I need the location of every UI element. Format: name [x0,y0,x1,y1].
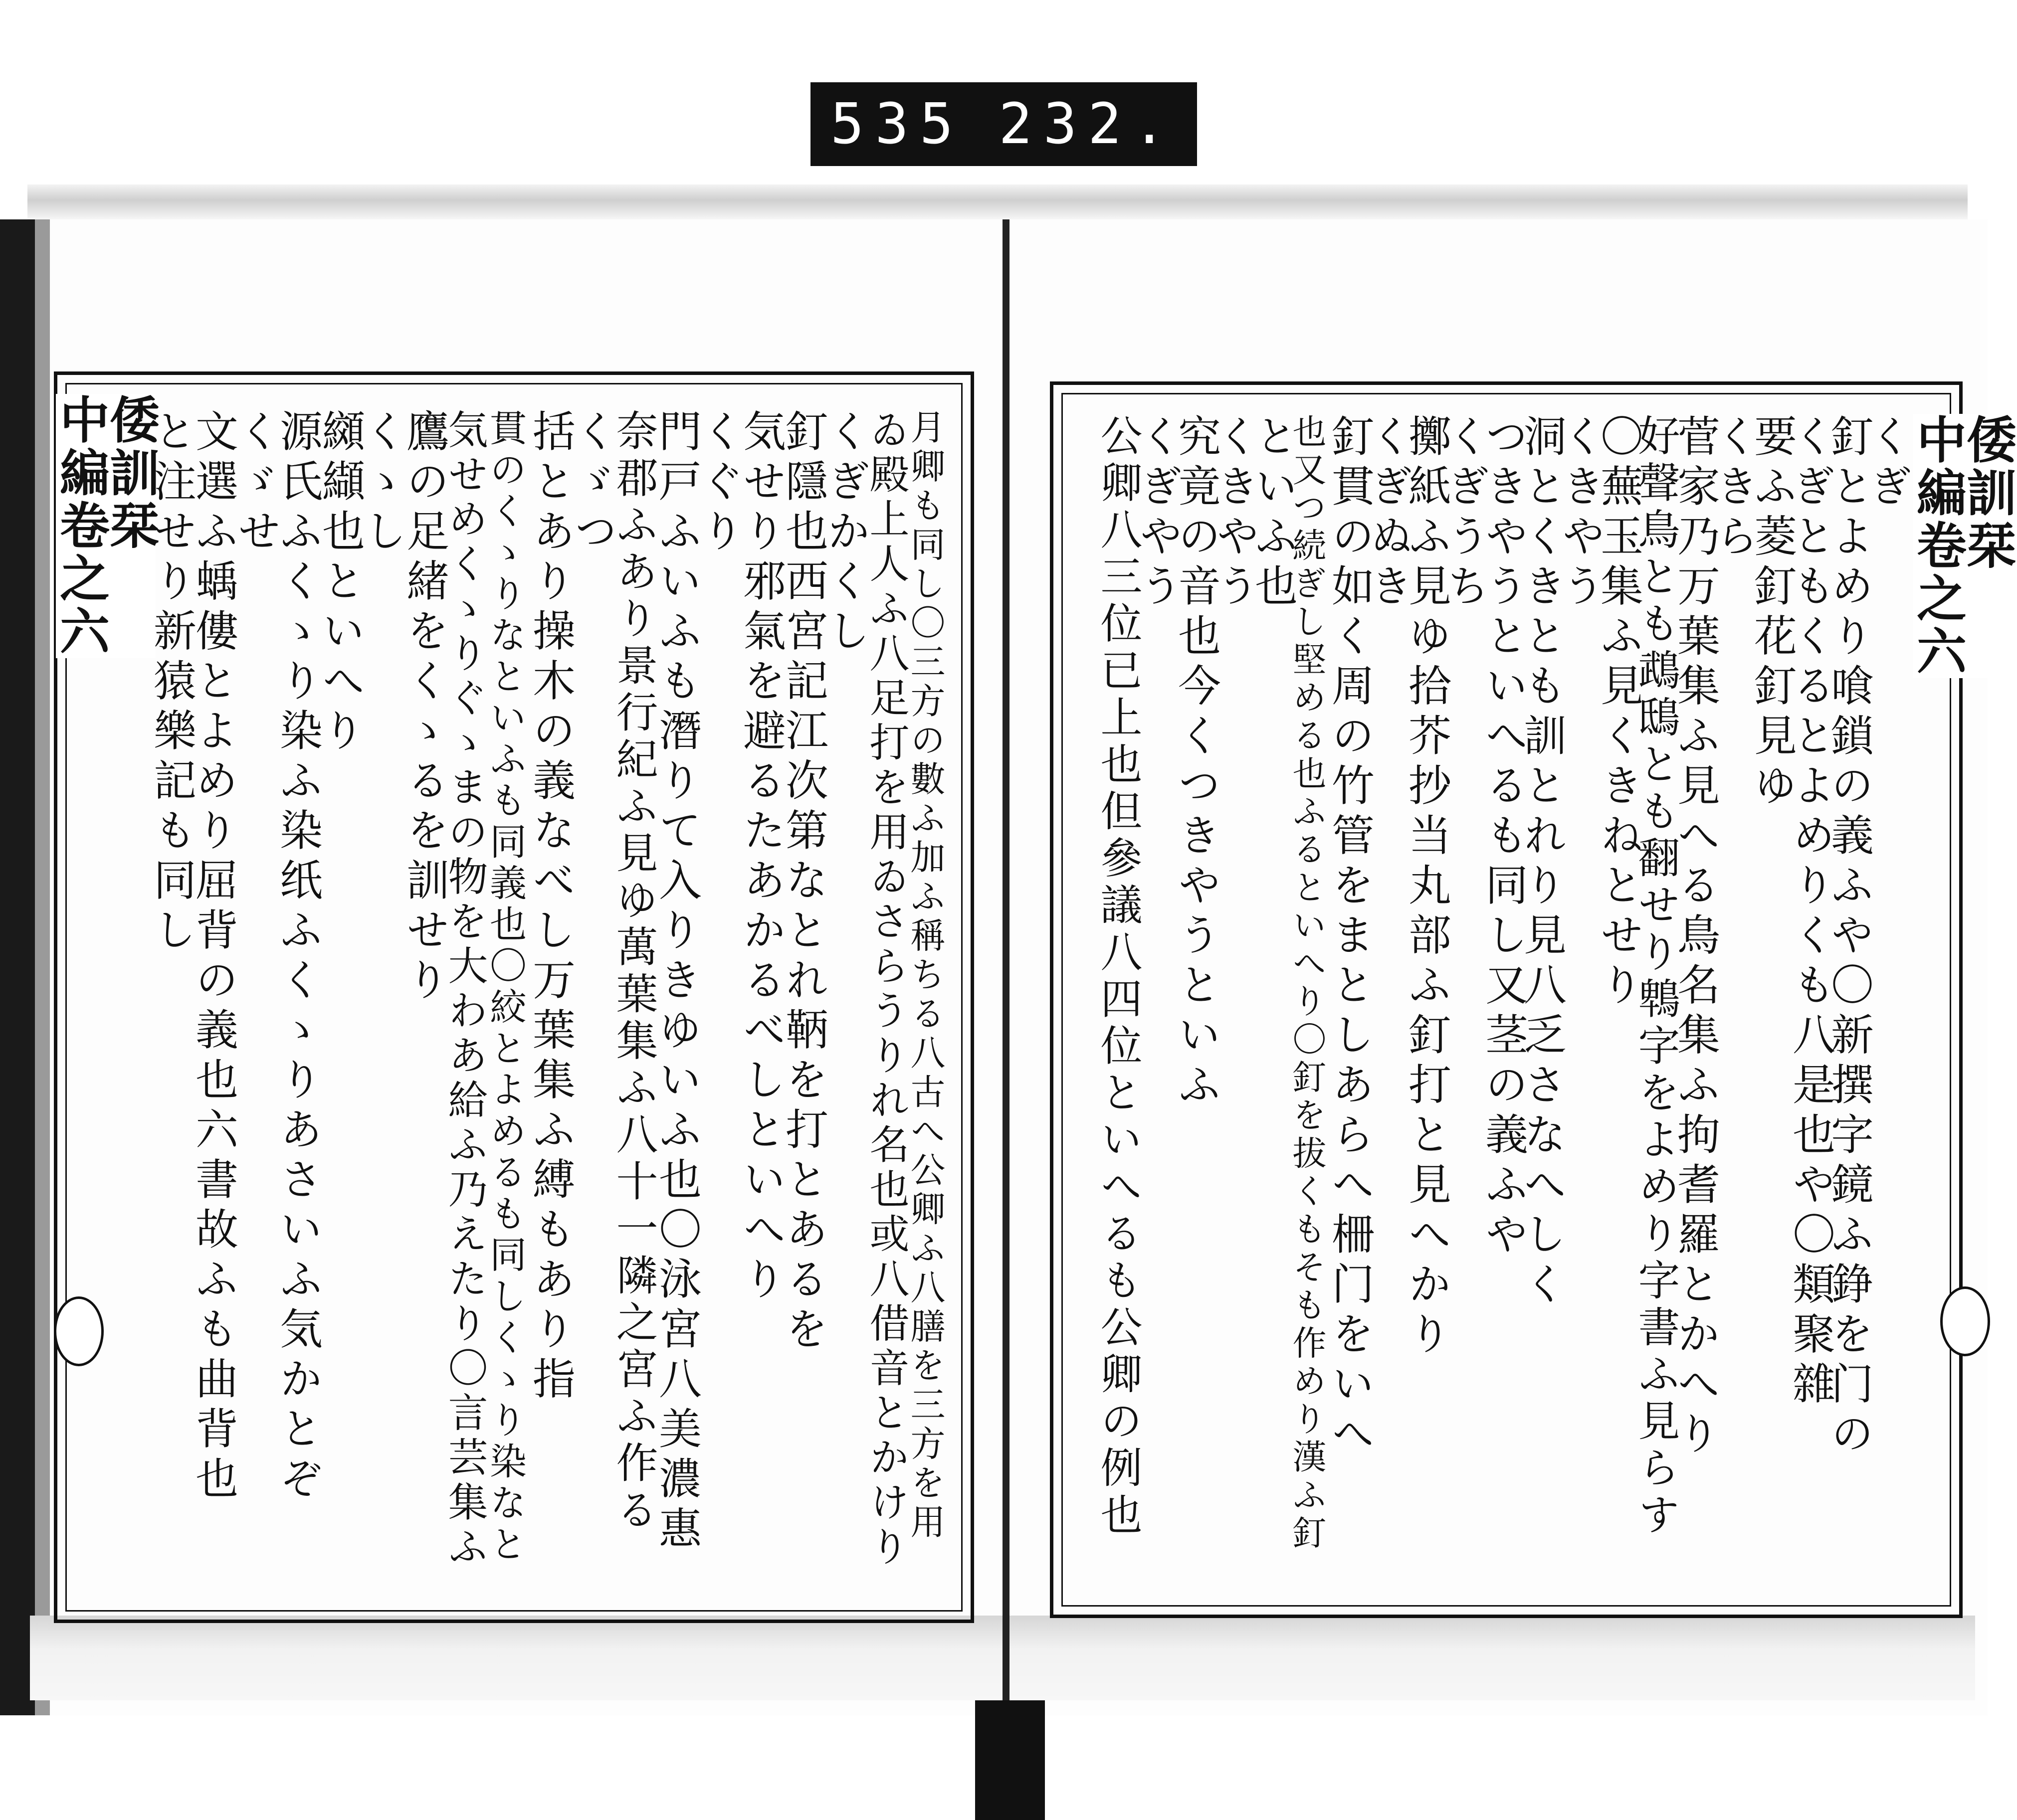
text-column: くぎかくし [820,409,870,658]
text-column: 公卿八三位已上也但參議八四位といへるも公卿の例也 [1094,414,1143,1540]
text-column: 括とあり操木の義なべし万葉集ふ縛もあり指 [525,409,575,1406]
right-page-circle-mark [1940,1286,1990,1356]
text-column: 〇蕪玉集ふ見くきねとせり [1593,414,1643,1012]
text-column: くゞつ [567,409,617,558]
text-column: くきら [1708,414,1758,563]
text-column: くぐり [694,409,744,558]
text-column: くきやう [1555,414,1605,613]
text-column: つきやうといへるも同し又茎の義ふや [1478,414,1528,1262]
text-column: 源氏ふくゝり染ふ染纸ふくゝりあさいふ気かとぞ [272,409,322,1506]
frame-number-right: 232. [999,92,1177,157]
text-column: 釘隱也西宮記江次第なとれ鞆を打とあるを [778,409,828,1356]
gutter [1003,219,1009,1715]
text-column: くきやう [1209,414,1259,613]
text-column: 貫のくゝりなといふも同義也〇絞とよめるも同しくゝり染なと [484,409,527,1566]
frame-number-plate [810,82,1197,166]
book-top-edge [27,184,1968,219]
text-column: 洞とくきとも訓とれり見八乏さなへしく [1516,414,1566,1311]
text-column: くゝし [357,409,406,558]
text-column: 門戸ふいふも潛りて入りきゆいふ也〇泳宮八美濃惠 [651,409,701,1556]
text-column: 擲紙ふ見ゆ拾芥抄当丸部ふ釘打と見へかり [1401,414,1451,1361]
left-running-head-title: 倭訓栞 [101,394,160,552]
text-column: 也又つ続ぎし堅める也ふるといへり〇釘を拔くもそも作めり漢ふ釘 [1287,414,1326,1553]
right-running-head [1908,414,2017,678]
left-running-head-volume: 中編卷之六 [51,394,110,658]
book-spine-left [0,219,35,1715]
right-running-head-title: 倭訓栞 [1958,414,2017,572]
text-column: 気せり邪氣を避るたあかるべしといへり [736,409,786,1306]
frame-number-left: 535 [830,92,965,157]
text-column: 好聲鳥とも鵡鴟とも翻せり鵯字をよめり字書ふ見らす [1631,414,1680,1540]
text-column: くぎ [1862,414,1912,514]
text-column: 奈郡ふあり景行紀ふ見ゆ萬葉集ふ八十一隣之宮ふ作る [609,409,658,1535]
text-column: くぎぬき [1363,414,1412,613]
book-page-edge [35,219,50,1715]
text-column: くぎともくるとよめりくも八是也や〇類聚雜 [1785,414,1835,1411]
left-running-head [51,394,160,658]
text-column: 菅家乃万葉集ふ見へる鳥名集ふ拘耆羅とかへり [1670,414,1720,1461]
text-column: 月卿も同し〇三方の數ふ加ふ稱ちる八古へ公卿ふ八膳を三方を用 [905,409,946,1543]
text-column: くゞせ [230,409,280,558]
text-column: 鷹の足緒をくゝるを訓せり [399,409,449,1007]
text-column: と注せり新猿樂記も同し [146,409,196,957]
text-column: 文選ふ蝺僂とよめり屈背の義也六書故ふも曲背也 [188,409,238,1506]
text-column: 釘貫の如く周の竹管をまとしあらへ柵门をいへ [1324,414,1374,1461]
text-column: くぎやう [1132,414,1182,613]
text-column: 気せめくゝりぐゝまの物を大わあ給ふ乃えたり〇言芸集ふ [441,409,488,1571]
text-column: 究竟の音也今くつきやうといふ [1171,414,1220,1112]
left-page-circle-mark [54,1296,104,1366]
right-running-head-volume: 中編卷之六 [1908,414,1967,678]
text-column: 要ふ菱釘花釘見ゆ [1747,414,1797,813]
text-column: 纐纈也といへり [315,409,365,758]
text-column: くぎうち [1439,414,1489,613]
text-column: 釘とよめり喰鎖の義ふや〇新撰字鏡ふ錚を门の [1823,414,1873,1461]
gutter-shadow [975,1700,1045,1820]
text-column: ゐ殿上人ふ八足打を用ゐさらうりれ名也或八借音とかけり [863,409,909,1571]
text-column: といふ也 [1247,414,1297,613]
